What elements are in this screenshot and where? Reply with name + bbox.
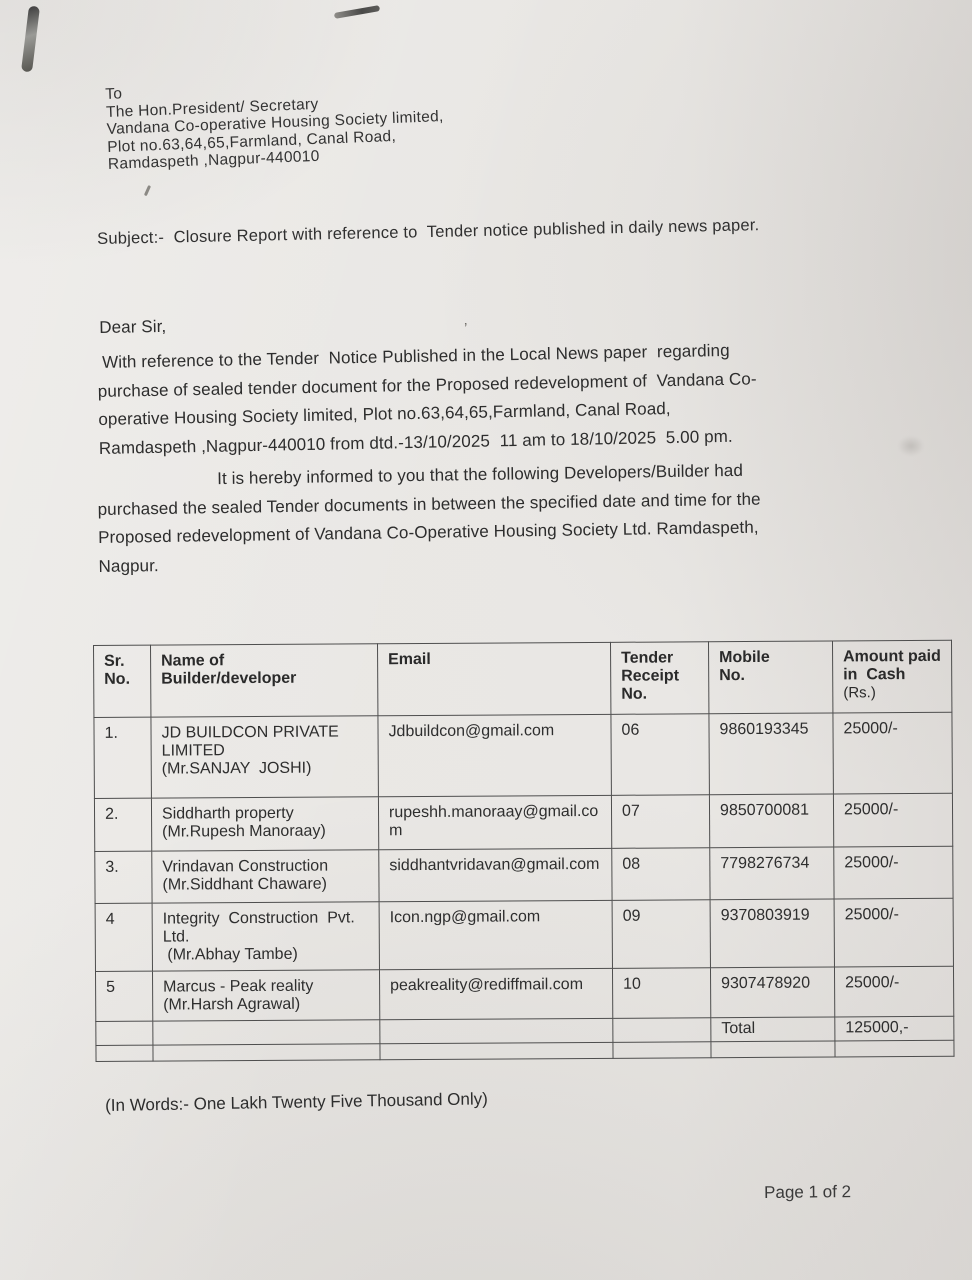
table-row	[95, 846, 953, 903]
cell-email: Icon.ngp@gmail.com	[379, 900, 612, 969]
col-header-amount-main: Amount paid in Cash	[843, 647, 941, 684]
stray-comma-mark: ’	[464, 320, 468, 337]
body-paragraph-1: With reference to the Tender Notice Published in the Local News paper regarding purchase of sealed tender document for the Proposed redevelopment of Vandana Co- operative Housing Society limited, Plot no.63,64,65,Farmland, Canal Road, Ramdaspeth ,Nagpur-440010 from dtd.-13/10/2025 11 am to 18/10/2025 5.00 pm.	[97, 340, 757, 458]
total-label: Total	[711, 1017, 835, 1042]
staple-mark-left	[21, 6, 40, 73]
table-row	[95, 966, 953, 1021]
table-row	[94, 793, 952, 851]
cell-empty	[153, 1044, 380, 1061]
cell-mobile: 7798276734	[710, 847, 834, 900]
cell-empty	[835, 1040, 954, 1057]
cell-amount: 25000/-	[834, 966, 953, 1017]
cell-mobile: 9307478920	[710, 967, 834, 1018]
cell-empty	[153, 1020, 380, 1045]
cell-sr: 5	[95, 971, 152, 1021]
cell-empty	[96, 1045, 153, 1061]
body-paragraph-2: It is hereby informed to you that the following Developers/Builder had purchased the sealed Tender documents in between the specified date and time for the Proposed redevelopment of Vandana Co-Operative Housing Society Ltd. Ramdaspeth, Nagpur.	[97, 460, 761, 576]
total-value: 125000,-	[835, 1016, 954, 1041]
cell-empty	[380, 1018, 613, 1043]
cell-mobile: 9370803919	[710, 899, 834, 968]
cell-email: siddhantvridavan@gmail.com	[379, 848, 612, 901]
cell-receipt: 07	[611, 795, 709, 849]
col-header-mobile: Mobile No.	[708, 641, 832, 714]
table-header-row	[94, 640, 952, 717]
cell-name: JD BUILDCON PRIVATE LIMITED (Mr.SANJAY JOSHI)	[151, 716, 378, 798]
cell-mobile: 9850700081	[709, 794, 833, 848]
builders-table-wrapper	[93, 640, 955, 1062]
cell-amount: 25000/-	[833, 712, 952, 794]
cell-email: peakreality@rediffmail.com	[379, 968, 612, 1019]
cell-mobile: 9860193345	[709, 713, 833, 795]
cell-receipt: 09	[612, 900, 710, 969]
cell-empty	[613, 1042, 711, 1059]
subject-line: Subject:- Closure Report with reference to Tender notice published in daily news paper.	[97, 216, 760, 248]
cell-receipt: 10	[612, 968, 710, 1019]
col-header-name: Name of Builder/developer	[151, 644, 378, 717]
col-header-sr: Sr. No.	[94, 645, 151, 717]
col-header-receipt: Tender Receipt No.	[610, 642, 708, 715]
cell-empty	[613, 1018, 711, 1043]
cell-email: rupeshh.manoraay@gmail.co m	[378, 795, 611, 849]
col-header-email: Email	[377, 642, 610, 715]
cell-receipt: 08	[612, 848, 710, 901]
col-header-amount	[832, 640, 951, 713]
cell-sr: 2.	[94, 798, 151, 851]
ink-bleed-smudge	[898, 436, 924, 456]
recipient-address-block: To The Hon.President/ Secretary Vandana Co-operative Housing Society limited, Plot no.63,64,65,Farmland, Canal Road, Ramdaspeth ,Nagpur-440010	[105, 85, 444, 173]
cell-receipt: 06	[611, 714, 709, 796]
table-row	[94, 712, 952, 798]
cell-amount: 25000/-	[834, 898, 953, 967]
cell-sr: 3.	[95, 851, 152, 903]
staple-mark-top	[334, 5, 380, 19]
builders-table	[93, 640, 955, 1062]
page-indicator: Page 1 of 2	[764, 1182, 852, 1202]
cell-name: Integrity Construction Pvt. Ltd. (Mr.Abhay Tambe)	[152, 902, 379, 971]
cell-empty	[380, 1042, 613, 1059]
stray-pen-mark	[144, 185, 151, 196]
salutation: Dear Sir,	[99, 316, 167, 337]
col-header-amount-sub: (Rs.)	[843, 684, 876, 702]
cell-name: Marcus - Peak reality (Mr.Harsh Agrawal)	[152, 970, 379, 1021]
cell-amount: 25000/-	[833, 793, 952, 847]
cell-empty	[96, 1021, 153, 1045]
cell-name: Vrindavan Construction (Mr.Siddhant Chaware)	[152, 850, 379, 903]
cell-sr: 4	[95, 903, 152, 971]
cell-email: Jdbuildcon@gmail.com	[378, 714, 611, 796]
amount-in-words: (In Words:- One Lakh Twenty Five Thousand Only)	[105, 1089, 488, 1115]
cell-sr: 1.	[94, 717, 151, 798]
cell-name: Siddharth property (Mr.Rupesh Manoraay)	[151, 797, 378, 851]
cell-amount: 25000/-	[834, 846, 953, 899]
table-row	[95, 898, 953, 971]
cell-empty	[711, 1041, 835, 1058]
